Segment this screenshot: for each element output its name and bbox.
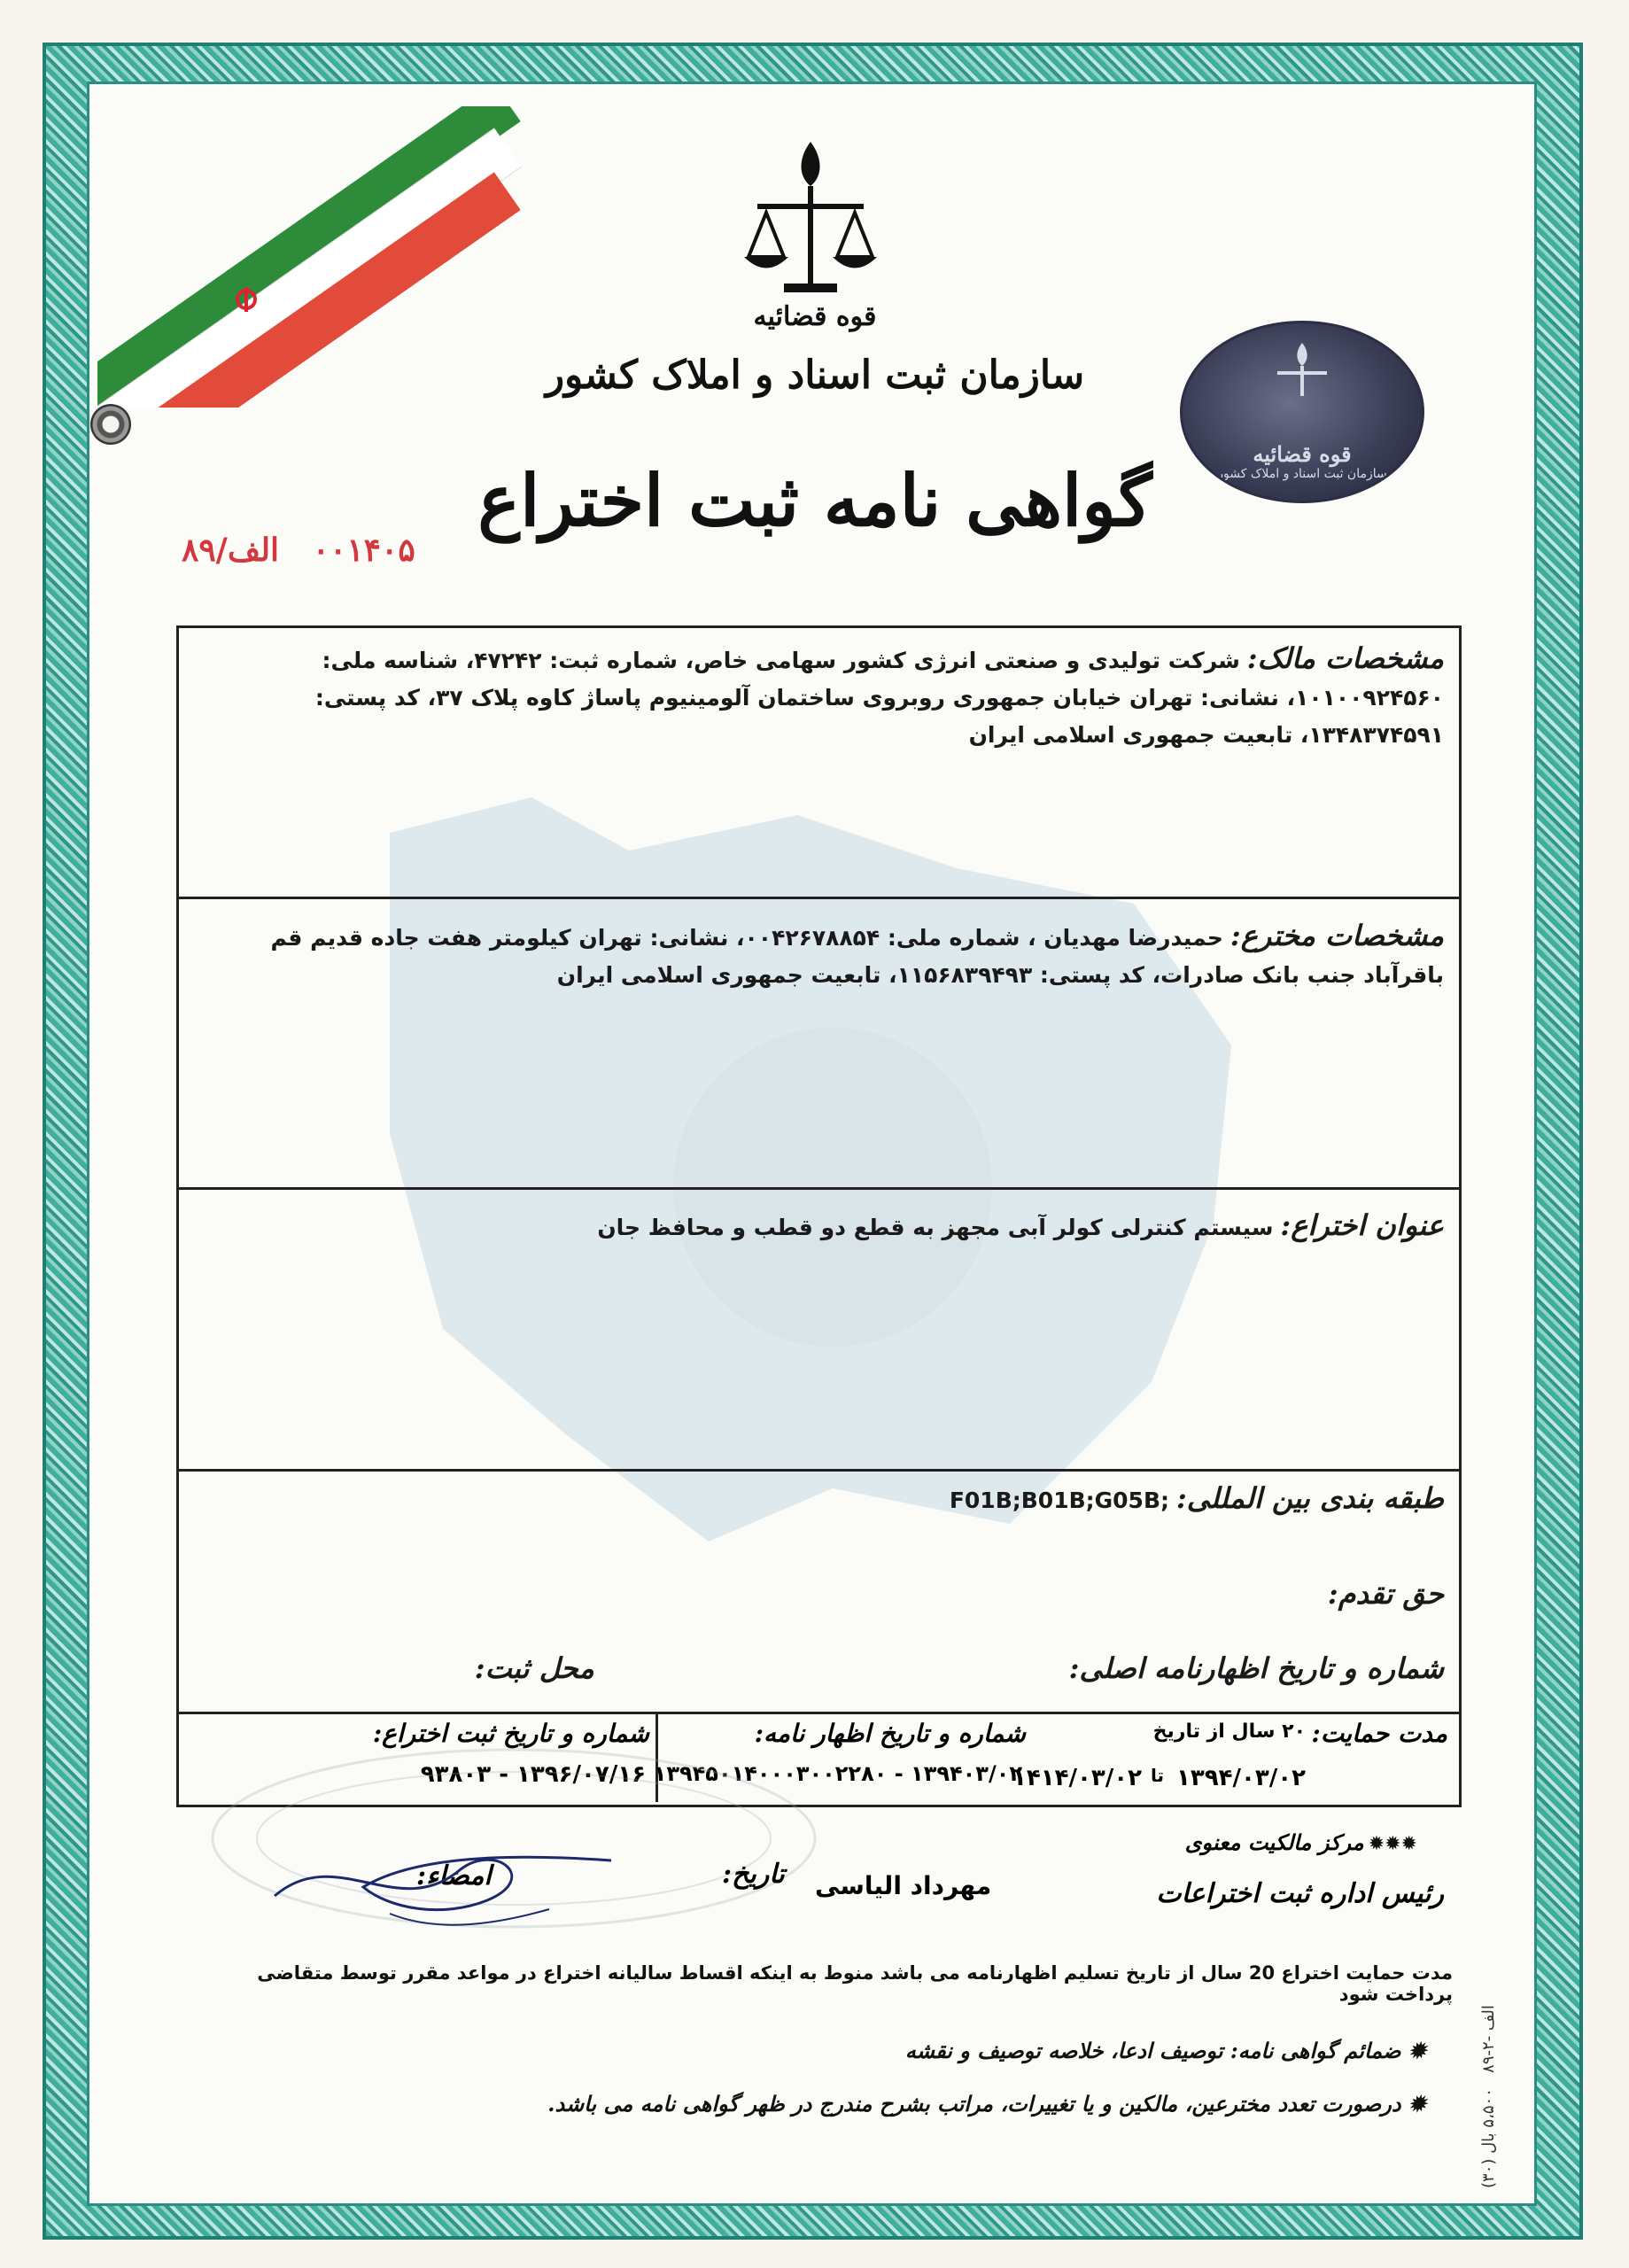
invention-title-value: سیستم کنترلی کولر آبی مجهز به قطع دو قطب و محافظ جان [597, 1215, 1274, 1240]
serial-number [182, 532, 465, 569]
inventor-value: حمیدرضا مهدیان ، شماره ملی: ۰۰۴۲۶۷۸۸۵۴، نشانی: تهران کیلومتر هفت جاده قدیم قم باقرآباد جنب بانک صادرات، کد پستی: ۱۱۵۶۸۳۹۴۹۳، تابعیت جمهوری اسلامی ایران [270, 925, 1444, 988]
bullet-icon: ✹ [1408, 2091, 1426, 2117]
inventors-text: درصورت تعدد مخترعین، مالکین و یا تغییرات، مراتب بشرح مندرج در ظهر گواهی نامه می باشد. [547, 2091, 1401, 2117]
divider [176, 1469, 1462, 1472]
side-code-text: (۳۰) الف -۲-۸۹ [1479, 2005, 1498, 2188]
protection-cell [1012, 1712, 1456, 1802]
classification-value: F01B;B01B;G05B; [949, 1487, 1170, 1513]
attachments-bullet [354, 2038, 1426, 2063]
classification-section [221, 1480, 1444, 1519]
registration-label: شماره و تاریخ ثبت اختراع: [372, 1719, 649, 1748]
owner-label: مشخصات مالک: [1246, 641, 1444, 675]
sign-label: امضاء: [416, 1860, 492, 1891]
protection-note: مدت حمایت اختراع 20 سال از تاریخ تسلیم اظهارنامه می باشد منوط به اینکه اقساط سالیانه اختراع در مواعد مقرر توسط متقاضی پرداخت شود [257, 1962, 1453, 2005]
invention-title-section [221, 1207, 1444, 1247]
head-title: رئیس اداره ثبت اختراعات [1156, 1878, 1444, 1909]
hologram-subtext: سازمان ثبت اسناد و املاک کشور [1217, 467, 1387, 481]
protection-label: مدت حمایت: [1311, 1719, 1447, 1748]
serial-series: الف/۸۹ [182, 532, 280, 569]
flag-ribbon-icon [97, 106, 523, 408]
registration-value: ۱۳۹۶/۰۷/۱۶ - ۹۳۸۰۳ [420, 1761, 646, 1788]
original-declaration-label: شماره و تاریخ اظهارنامه اصلی: [1068, 1651, 1444, 1685]
organization-name: سازمان ثبت اسناد و املاک کشور [545, 353, 1085, 398]
protection-from: ۱۳۹۴/۰۳/۰۲ [1176, 1765, 1306, 1791]
invention-title-label: عنوان اختراع: [1280, 1208, 1444, 1242]
bullet-icon: ✹ [1408, 2038, 1426, 2063]
divider [176, 1187, 1462, 1190]
hologram-text [1183, 441, 1422, 481]
priority-section [221, 1575, 1444, 1615]
center-name: مرکز مالکیت معنوی [1184, 1829, 1364, 1855]
declaration-label: شماره و تاریخ اظهار نامه: [754, 1719, 1026, 1748]
hologram-title: قوه قضائیه [1253, 441, 1352, 467]
side-code [1479, 1984, 1515, 2188]
date-label: تاریخ: [722, 1859, 785, 1890]
grommet-icon [90, 404, 131, 445]
hologram-seal [1180, 321, 1424, 503]
attachments-text: ضمائم گواهی نامه: توصیف ادعا، خلاصه توصیف و نقشه [904, 2038, 1401, 2063]
hologram-emblem-icon [1267, 339, 1338, 401]
divider [176, 897, 1462, 899]
signature-center [1063, 1829, 1417, 1855]
certificate-title: گواهی نامه ثبت اختراع [477, 459, 1152, 542]
serial-digits: ۰۰۱۴۰۵ [312, 532, 415, 569]
declaration-value: ۱۳۹۴۰۳/۰۲ - ۱۳۹۴۵۰۱۴۰۰۰۳۰۰۲۲۸۰ [653, 1761, 1022, 1786]
protection-to: ۱۴۱۴/۰۳/۰۲ [1012, 1765, 1142, 1791]
handwritten-signature-icon [257, 1825, 629, 1940]
judiciary-name: قوه قضائیه [753, 301, 877, 332]
owner-value: شرکت تولیدی و صنعتی انرژی کشور سهامی خاص، شماره ثبت: ۴۷۲۴۲، شناسه ملی: ۱۰۱۰۰۹۲۴۵۶۰، نشانی: تهران خیابان جمهوری روبروی ساختمان آلومینیوم پاساژ کاوه پلاک ۳۷، کد پستی: ۱۳۴۸۳۷۴۵۹۱، تابعیت جمهوری اسلامی ایران [314, 648, 1444, 748]
priority-label: حق تقدم: [1327, 1577, 1444, 1611]
judiciary-emblem-icon [735, 133, 886, 301]
inventor-label: مشخصات مخترع: [1230, 919, 1444, 952]
classification-label: طبقه بندی بین المللی: [1175, 1481, 1444, 1515]
protection-duration: ۲۰ سال از تاریخ [1152, 1720, 1306, 1743]
side-code-price: ۵،۵۰۰ بال [1479, 2088, 1498, 2154]
inventor-section [221, 917, 1444, 994]
inventors-bullet [354, 2091, 1426, 2117]
signer-name: مهرداد الیاسی [815, 1871, 992, 1900]
owner-section [221, 640, 1444, 754]
stars: ✹✹✹ [1368, 1833, 1417, 1855]
original-declaration-section [221, 1650, 1444, 1689]
protection-to-prefix: تا [1150, 1765, 1164, 1786]
place-label: محل ثبت: [474, 1651, 594, 1685]
